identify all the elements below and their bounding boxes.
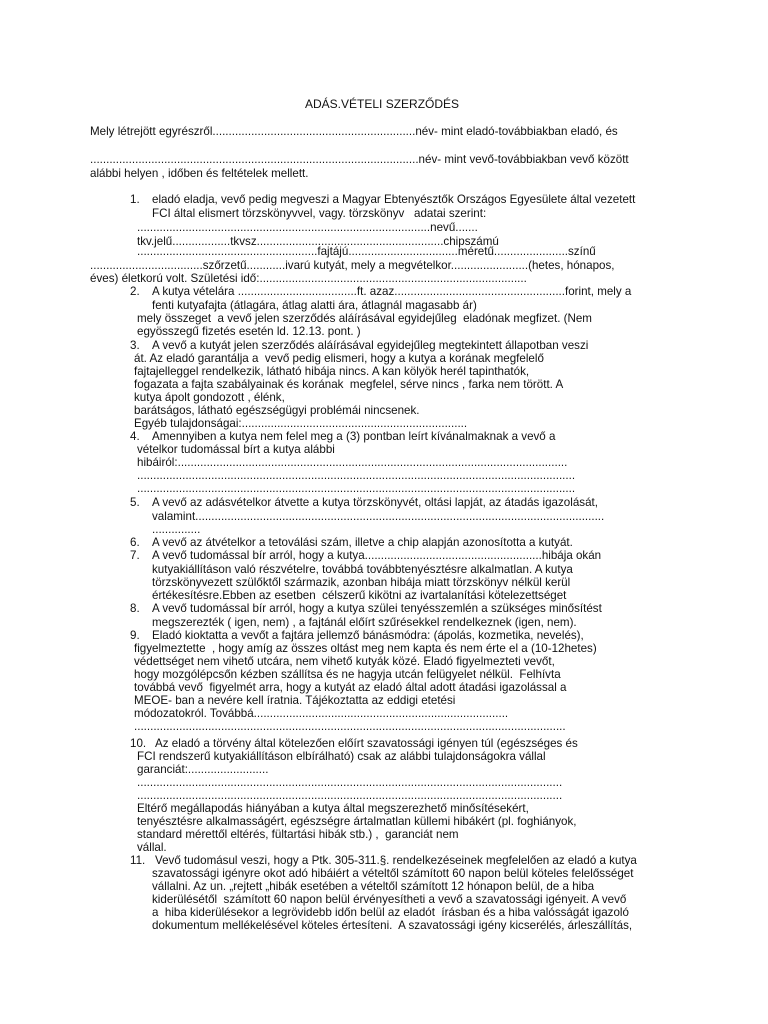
item-number: 4. — [130, 430, 140, 443]
item-line: A kutya vételára .....................................ft. azaz.....................................................forint, mely a — [152, 285, 632, 298]
item-line: Egyéb tulajdonságai:...................................................................... — [134, 417, 468, 430]
item-number: 5. — [130, 496, 140, 509]
item-line: Amennyiben a kutya nem felel meg a (3) pontban leírt kívánalmaknak a vevő a — [152, 430, 556, 443]
item-line: védettséget nem vihető utcára, nem vihető kutyák közé. Eladó figyelmezteti vevőt, — [134, 655, 555, 668]
item-line: szavatossági igényre okot adó hibáiért a vételtől számított 60 napon belül köteles felelősséget — [152, 867, 634, 880]
item-line: Eltérő megállapodás hiányában a kutya által megszerezhető minősítésekért, — [137, 802, 529, 815]
item-line: hibáiról:......................................................................................................................... — [137, 456, 568, 469]
item-line: vállal. — [137, 841, 167, 854]
item-number: 2. — [130, 285, 140, 298]
item-line: egyösszegű fizetés esetén ld. 12.13. pont. ) — [137, 325, 361, 338]
item-number: 3. — [130, 339, 140, 352]
item-line: Eladó kioktatta a vevőt a fajtára jellemző bánásmódra: (ápolás, kozmetika, nevelés), — [152, 629, 584, 642]
item-number: 11. — [130, 854, 146, 867]
item-line: Az eladó a törvény által kötelezően előírt szavatossági igényen túl (egészséges és — [155, 737, 578, 750]
item-line: vételkor tudomással bírt a kutya alábbi — [137, 443, 335, 456]
item-line: ........................................................................................................................................ — [137, 482, 576, 495]
item-line: Vevő tudomásul veszi, hogy a Ptk. 305-311.§. rendelkezéseinek megfelelően az eladó a kutya — [155, 854, 637, 867]
item-line: A vevő az átvételkor a tetoválási szám, illetve a chip alapján azonosította a kutyát. — [152, 536, 573, 549]
item-line: vállalni. Az un. „rejtett „hibák esetében a vételtől számított 12 hónapon belül, de a hiba — [152, 880, 595, 893]
item-line: értékesítésre.Ebben az esetben célszerű kikötni az ivartalanítási kötelezettséget — [152, 589, 567, 602]
item-line: standard mérettől eltérés, fültartási hibák stb.) , garanciát nem — [137, 828, 459, 841]
item-line: a hiba kiderülésekor a legrövidebb időn belül az eladót írásban és a hiba valósságát igazoló — [152, 906, 629, 919]
item-line: barátságos, látható egészségügyi problémái nincsenek. — [134, 404, 420, 417]
item-line: .................................................................................................................................... — [137, 776, 563, 789]
item-line: A vevő a kutyát jelen szerződés aláírásával egyidejűleg megtekintett állapotban veszi — [152, 339, 589, 352]
item-line: hogy mozgólépcsőn kézben szállítsa és ne hagyja utcán felügyelet nélkül. Felhívta — [134, 668, 561, 681]
item-line: .................................................................................................................................... — [137, 789, 563, 802]
item-line: garanciát:......................... — [137, 763, 269, 776]
item-number: 1. — [130, 193, 140, 206]
intro-line: alábbi helyen , időben és feltételek mellett. — [90, 167, 309, 180]
item-line: kutya ápolt gondozott , élénk, — [134, 391, 285, 404]
item-number: 6. — [130, 536, 140, 549]
item-line: ...................................szőrzetű............ivarú kutyát, mely a megvételkor........................(hetes, hónapos, — [90, 259, 615, 272]
item-line: kutyakiállításon való részvételre, továbbá továbbtenyésztésre alkalmatlan. A kutya — [152, 563, 573, 576]
item-number: 9. — [130, 629, 140, 642]
item-line: A vevő tudomással bír arról, hogy a kutya.......................................................hibája okán — [152, 549, 602, 562]
item-line: ...........................................................................................nevű....... — [137, 221, 478, 234]
item-line: MEOE- ban a nevére kell íratnia. Tájékoztatta az eddigi etetési — [134, 694, 456, 707]
item-line: figyelmeztette , hogy amíg az összes oltást meg nem kapta és nem érte el a (10-12hetes) — [134, 642, 597, 655]
item-line: fenti kutyafajta (átlagára, átlag alatti ára, átlagnál magasabb ár) — [152, 299, 477, 312]
item-line: valamint............................................................................................................................... — [152, 510, 605, 523]
item-line: módozatokról. Továbbá............................................................................... — [134, 707, 509, 720]
item-line: eladó eladja, vevő pedig megveszi a Magyar Ebtenyésztők Országos Egyesülete által vezetett — [152, 193, 636, 206]
item-line: mely összeget a vevő jelen szerződés aláírásával egyidejűleg eladónak megfizet. (Nem — [137, 312, 592, 325]
document-title: ADÁS.VÉTELI SZERZŐDÉS — [305, 97, 460, 111]
item-line: ...................................................................................................................................... — [134, 720, 566, 733]
intro-line: ......................................................................................................név- mint vevő-továbbiakban vevő között — [90, 153, 629, 166]
item-line: FCI rendszerű kutyakiállításon elbírálható) csak az alábbi tulajdonságokra vállal — [137, 750, 546, 763]
item-number: 7. — [130, 549, 140, 562]
item-line: tkv.jelű..................tkvsz..........................................................chipszámú — [137, 235, 499, 248]
item-line: ........................................................................................................................................ — [137, 469, 576, 482]
item-line: át. Az eladó garantálja a vevő pedig elismeri, hogy a kutya a korának megfelelő — [134, 352, 544, 365]
item-line: továbbá vevő figyelmét arra, hogy a kutyát az eladó által adott átadási igazolással a — [134, 681, 567, 694]
item-line: A vevő az adásvételkor átvette a kutya törzskönyvét, oltási lapját, az átadás igazolását, — [152, 496, 598, 509]
item-line: törzskönyvezett szülőktől származik, azonban hibája miatt törzskönyv nélkül kerül — [152, 576, 571, 589]
item-number: 8. — [130, 602, 140, 615]
item-line: tenyésztésre alkalmasságért, egészségre ártalmatlan küllemi hibákért (pl. foghiányok, — [137, 815, 577, 828]
item-line: ............... — [152, 523, 201, 536]
intro-line: Mely létrejött egyrészről...............................................................név- mint eladó-továbbiakban eladó, és — [90, 125, 618, 138]
item-line: A vevő tudomással bír arról, hogy a kutya szülei tenyésszemlén a szükséges minősítést — [152, 602, 602, 615]
item-line: éves) életkorú volt. Születési idő:................................................................................... — [90, 272, 527, 285]
item-line: ........................................................fajtájú..................................méretű.......................színű — [137, 245, 596, 258]
item-line: fogazata a fajta szabályainak és korának megfelel, sérve nincs , farka nem törött. A — [134, 378, 564, 391]
item-line: megszerezték ( igen, nem) , a fajtánál előírt szűrésekkel rendelkeznek (igen, nem). — [152, 616, 577, 629]
item-line: FCI által elismert törzskönyvvel, vagy. törzskönyv adatai szerint: — [152, 207, 487, 220]
item-number: 10. — [130, 737, 147, 750]
item-line: dokumentum mellékelésével köteles értesíteni. A szavatossági igény kicserélés, árleszállítás, — [152, 919, 633, 932]
item-line: kiderülésétől számított 60 napon belül érvényesítheti a vevő a szavatossági igényeit. A vevő — [152, 893, 627, 906]
item-line: fajtajelleggel rendelkezik, látható hibája nincs. A kan kölyök herél tapinthatók, — [134, 365, 530, 378]
